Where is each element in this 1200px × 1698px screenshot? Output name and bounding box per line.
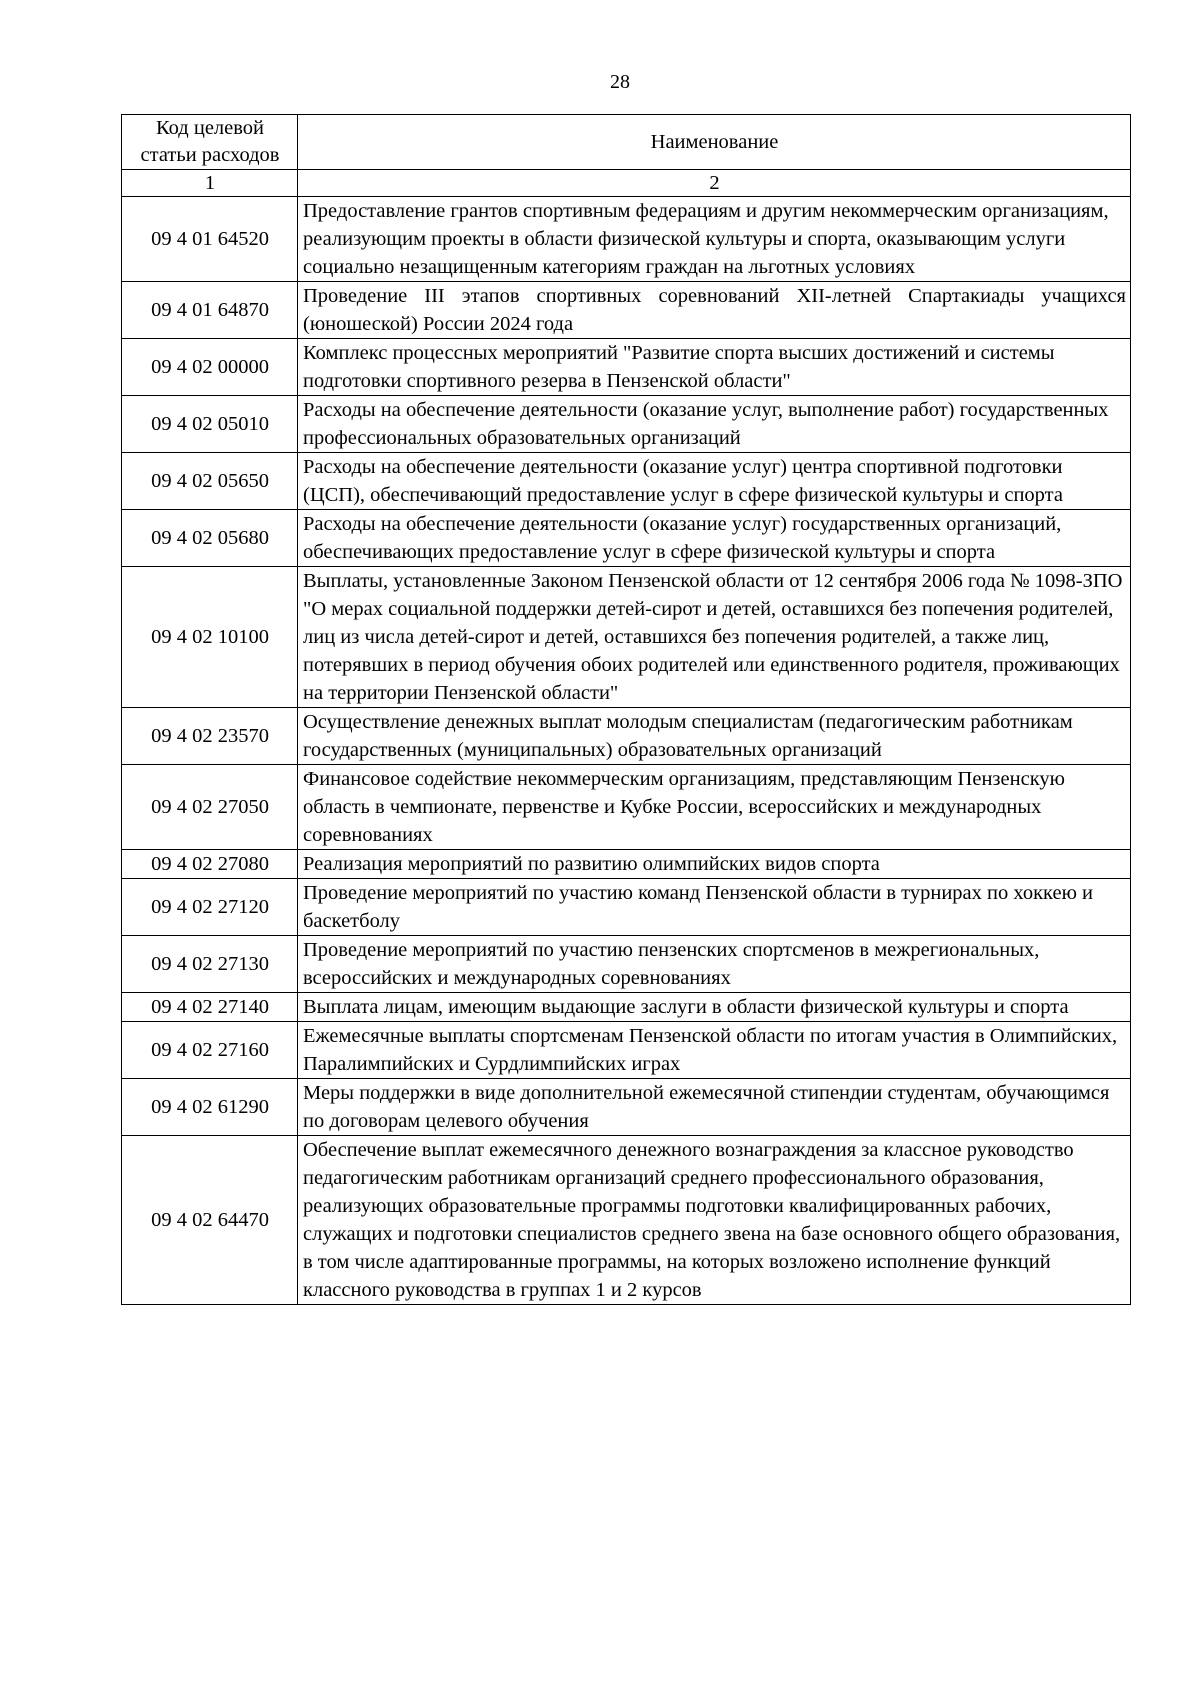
row-code: 09 4 02 05010 bbox=[122, 396, 298, 453]
row-name: Обеспечение выплат ежемесячного денежного вознаграждения за классное руководство педагогическим работникам организаций среднего профессионального образования, реализующих образовательные программы подготовки квалифицированных рабочих, служащих и подготовки специалистов среднего звена на базе основного общего образования, в том числе адаптированные программы, на которых возложено исполнение функций классного руководства в группах 1 и 2 курсов bbox=[298, 1136, 1131, 1305]
row-code: 09 4 02 27140 bbox=[122, 993, 298, 1022]
table-row bbox=[122, 850, 1131, 879]
table-row bbox=[122, 765, 1131, 850]
column-number-code: 1 bbox=[122, 170, 298, 197]
row-code: 09 4 02 27080 bbox=[122, 850, 298, 879]
table-row bbox=[122, 708, 1131, 765]
header-code: Код целевой статьи расходов bbox=[122, 115, 298, 170]
row-name: Выплаты, установленные Законом Пензенской области от 12 сентября 2006 года № 1098-ЗПО "О мерах социальной поддержки детей-сирот и детей, оставшихся без попечения родителей, лиц из числа детей-сирот и детей, оставшихся без попечения родителей, а также лиц, потерявших в период обучения обоих родителей или единственного родителя, проживающих на территории Пензенской области" bbox=[298, 567, 1131, 708]
row-code: 09 4 02 23570 bbox=[122, 708, 298, 765]
table-row bbox=[122, 453, 1131, 510]
row-name: Меры поддержки в виде дополнительной ежемесячной стипендии студентам, обучающимся по договорам целевого обучения bbox=[298, 1079, 1131, 1136]
table-row bbox=[122, 936, 1131, 993]
row-code: 09 4 02 27120 bbox=[122, 879, 298, 936]
budget-classification-table bbox=[121, 114, 1131, 1305]
table-row bbox=[122, 396, 1131, 453]
row-name: Предоставление грантов спортивным федерациям и другим некоммерческим организациям, реализующим проекты в области физической культуры и спорта, оказывающим услуги социально незащищенным категориям граждан на льготных условиях bbox=[298, 197, 1131, 282]
row-code: 09 4 01 64870 bbox=[122, 282, 298, 339]
header-name: Наименование bbox=[298, 115, 1131, 170]
table-row bbox=[122, 1079, 1131, 1136]
row-name: Выплата лицам, имеющим выдающие заслуги в области физической культуры и спорта bbox=[298, 993, 1131, 1022]
table-row bbox=[122, 879, 1131, 936]
row-code: 09 4 02 64470 bbox=[122, 1136, 298, 1305]
column-number-row bbox=[122, 170, 1131, 197]
row-code: 09 4 01 64520 bbox=[122, 197, 298, 282]
row-code: 09 4 02 27130 bbox=[122, 936, 298, 993]
row-name: Расходы на обеспечение деятельности (оказание услуг, выполнение работ) государственных профессиональных образовательных организаций bbox=[298, 396, 1131, 453]
row-code: 09 4 02 27160 bbox=[122, 1022, 298, 1079]
row-code: 09 4 02 00000 bbox=[122, 339, 298, 396]
row-name: Расходы на обеспечение деятельности (оказание услуг) центра спортивной подготовки (ЦСП), обеспечивающий предоставление услуг в сфере физической культуры и спорта bbox=[298, 453, 1131, 510]
table-row bbox=[122, 282, 1131, 339]
row-name: Ежемесячные выплаты спортсменам Пензенской области по итогам участия в Олимпийских, Паралимпийских и Сурдлимпийских играх bbox=[298, 1022, 1131, 1079]
row-code: 09 4 02 05650 bbox=[122, 453, 298, 510]
row-name: Проведение мероприятий по участию пензенских спортсменов в межрегиональных, всероссийских и международных соревнованиях bbox=[298, 936, 1131, 993]
table-row bbox=[122, 993, 1131, 1022]
row-name: Осуществление денежных выплат молодым специалистам (педагогическим работникам государственных (муниципальных) образовательных организаций bbox=[298, 708, 1131, 765]
table-row bbox=[122, 567, 1131, 708]
table-row bbox=[122, 1022, 1131, 1079]
table-row bbox=[122, 197, 1131, 282]
column-number-name: 2 bbox=[298, 170, 1131, 197]
page-number: 28 bbox=[610, 71, 630, 93]
row-code: 09 4 02 05680 bbox=[122, 510, 298, 567]
table-header-row bbox=[122, 115, 1131, 170]
table-row bbox=[122, 510, 1131, 567]
row-code: 09 4 02 10100 bbox=[122, 567, 298, 708]
row-name: Комплекс процессных мероприятий "Развитие спорта высших достижений и системы подготовки спортивного резерва в Пензенской области" bbox=[298, 339, 1131, 396]
row-name: Расходы на обеспечение деятельности (оказание услуг) государственных организаций, обеспечивающих предоставление услуг в сфере физической культуры и спорта bbox=[298, 510, 1131, 567]
table-row bbox=[122, 339, 1131, 396]
table-row bbox=[122, 1136, 1131, 1305]
row-name: Проведение мероприятий по участию команд Пензенской области в турнирах по хоккею и баскетболу bbox=[298, 879, 1131, 936]
row-name: Проведение III этапов спортивных соревнований XII-летней Спартакиады учащихся (юношеской) России 2024 года bbox=[298, 282, 1131, 339]
row-name: Реализация мероприятий по развитию олимпийских видов спорта bbox=[298, 850, 1131, 879]
row-code: 09 4 02 61290 bbox=[122, 1079, 298, 1136]
row-name: Финансовое содействие некоммерческим организациям, представляющим Пензенскую область в чемпионате, первенстве и Кубке России, всероссийских и международных соревнованиях bbox=[298, 765, 1131, 850]
row-code: 09 4 02 27050 bbox=[122, 765, 298, 850]
